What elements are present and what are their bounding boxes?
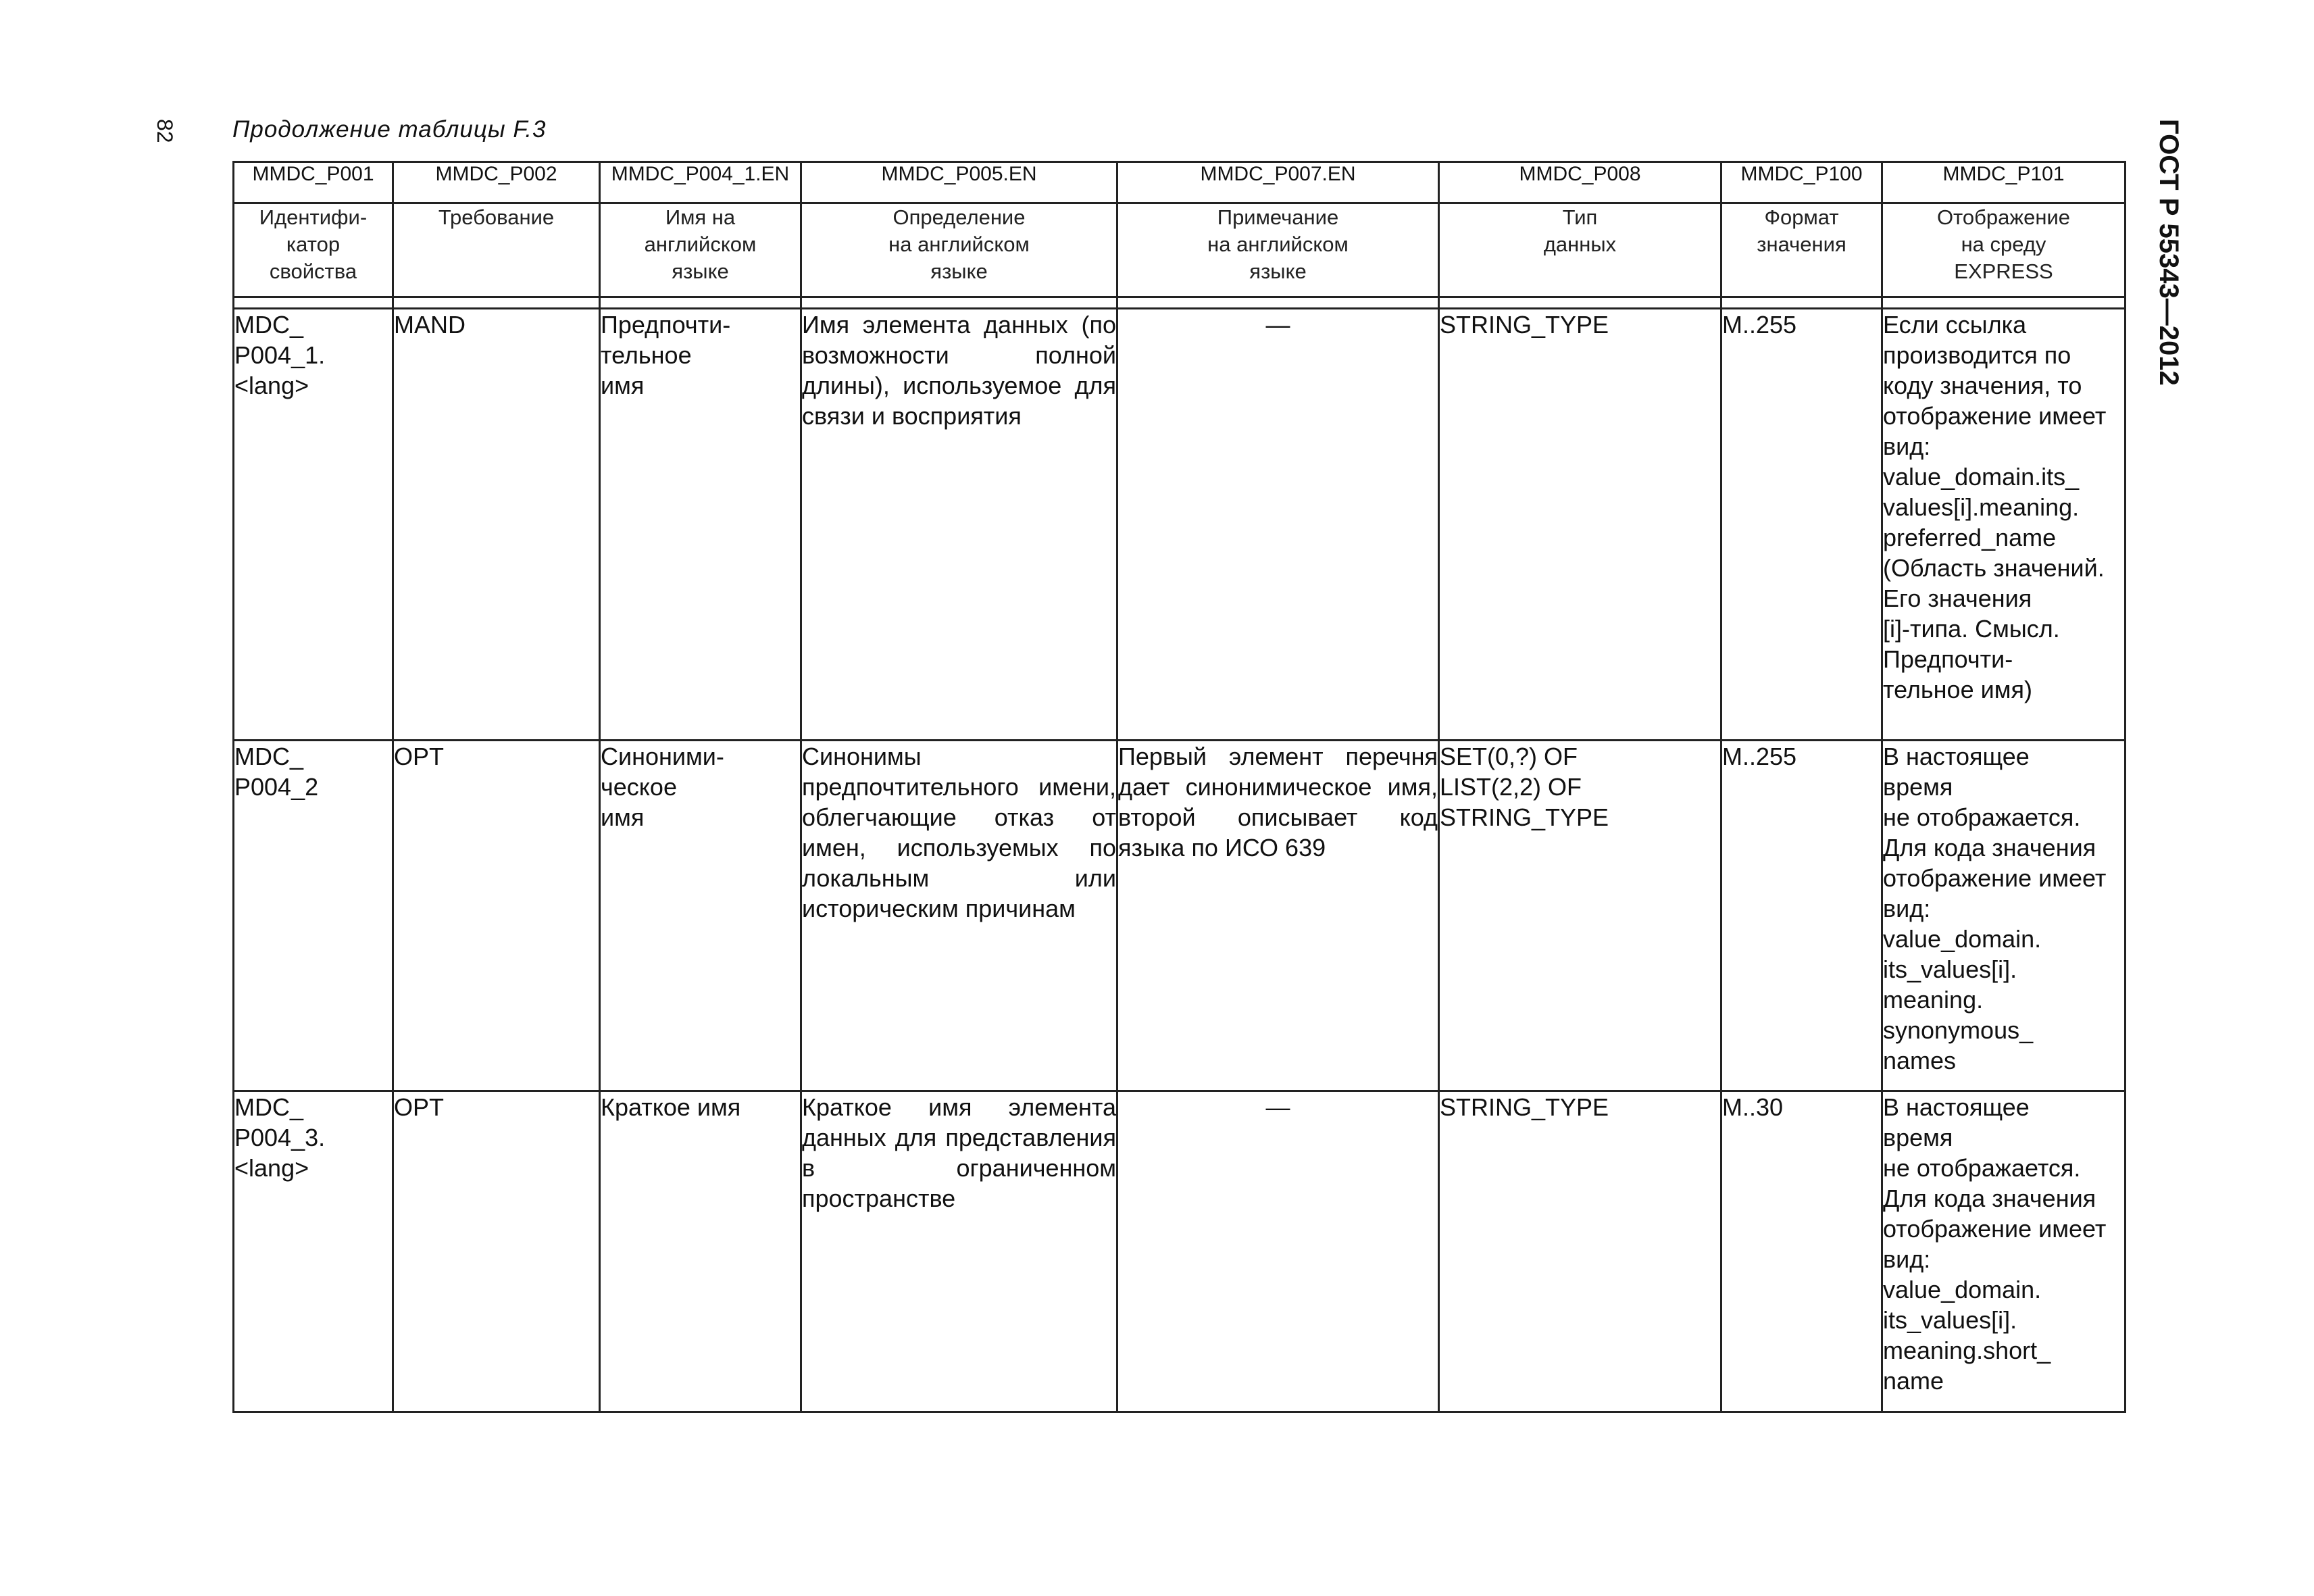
column-label: Формат значения <box>1721 203 1882 297</box>
column-label: Имя на английском языке <box>600 203 801 297</box>
property-table <box>232 161 2126 1413</box>
value-format: M..255 <box>1721 309 1882 741</box>
note: Первый элемент перечня дает синонимическое имя, второй описывает код языка по ИСО 639 <box>1117 741 1439 1091</box>
requirement: OPT <box>393 1091 600 1412</box>
column-code: MMDC_P007.EN <box>1117 162 1439 203</box>
value-format: M..30 <box>1721 1091 1882 1412</box>
header-separator <box>234 297 2126 309</box>
table-row <box>234 1091 2126 1412</box>
note: — <box>1117 1091 1439 1412</box>
definition: Краткое имя элемента данных для представления в ограниченном пространстве <box>801 1091 1117 1412</box>
data-type: STRING_TYPE <box>1439 1091 1721 1412</box>
column-labels-row <box>234 203 2126 297</box>
column-codes-row <box>234 162 2126 203</box>
note: — <box>1117 309 1439 741</box>
column-code: MMDC_P005.EN <box>801 162 1117 203</box>
definition: Синонимы предпочтительного имени, облегчающие отказ от имен, используемых по локальным или историческим причинам <box>801 741 1117 1091</box>
table-row <box>234 741 2126 1091</box>
column-label: Тип данных <box>1439 203 1721 297</box>
value-format: M..255 <box>1721 741 1882 1091</box>
column-code: MMDC_P008 <box>1439 162 1721 203</box>
column-label: Определение на английском языке <box>801 203 1117 297</box>
standard-id: ГОСТ Р 55343—2012 <box>2154 119 2184 386</box>
column-code: MMDC_P001 <box>234 162 393 203</box>
column-code: MMDC_P004_1.EN <box>600 162 801 203</box>
column-label: Примечание на английском языке <box>1117 203 1439 297</box>
table-caption: Продолжение таблицы F.3 <box>232 116 547 143</box>
requirement: OPT <box>393 741 600 1091</box>
column-code: MMDC_P002 <box>393 162 600 203</box>
property-id: MDC_ P004_2 <box>234 741 393 1091</box>
data-type: STRING_TYPE <box>1439 309 1721 741</box>
express-mapping: Если ссылка производится по коду значения, то отображение имеет вид: value_domain.its_ values[i].meaning. preferred_name (Область значений. Его значения [i]-типа. Смысл. Предпочти- тельное имя) <box>1882 309 2126 741</box>
table-row <box>234 309 2126 741</box>
property-id: MDC_ P004_1. <lang> <box>234 309 393 741</box>
column-label: Идентифи- катор свойства <box>234 203 393 297</box>
english-name: Краткое имя <box>600 1091 801 1412</box>
column-code: MMDC_P101 <box>1882 162 2126 203</box>
definition: Имя элемента данных (по возможности полной длины), используемое для связи и восприятия <box>801 309 1117 741</box>
express-mapping: В настоящее время не отображается. Для кода значения отображение имеет вид: value_domain. its_values[i]. meaning. synonymous_ names <box>1882 741 2126 1091</box>
page-number: 82 <box>153 119 177 143</box>
data-type: SET(0,?) OF LIST(2,2) OF STRING_TYPE <box>1439 741 1721 1091</box>
property-id: MDC_ P004_3. <lang> <box>234 1091 393 1412</box>
express-mapping: В настоящее время не отображается. Для кода значения отображение имеет вид: value_domain. its_values[i]. meaning.short_ name <box>1882 1091 2126 1412</box>
column-code: MMDC_P100 <box>1721 162 1882 203</box>
column-label: Требование <box>393 203 600 297</box>
requirement: MAND <box>393 309 600 741</box>
column-label: Отображение на среду EXPRESS <box>1882 203 2126 297</box>
english-name: Предпочти- тельное имя <box>600 309 801 741</box>
english-name: Синоними- ческое имя <box>600 741 801 1091</box>
